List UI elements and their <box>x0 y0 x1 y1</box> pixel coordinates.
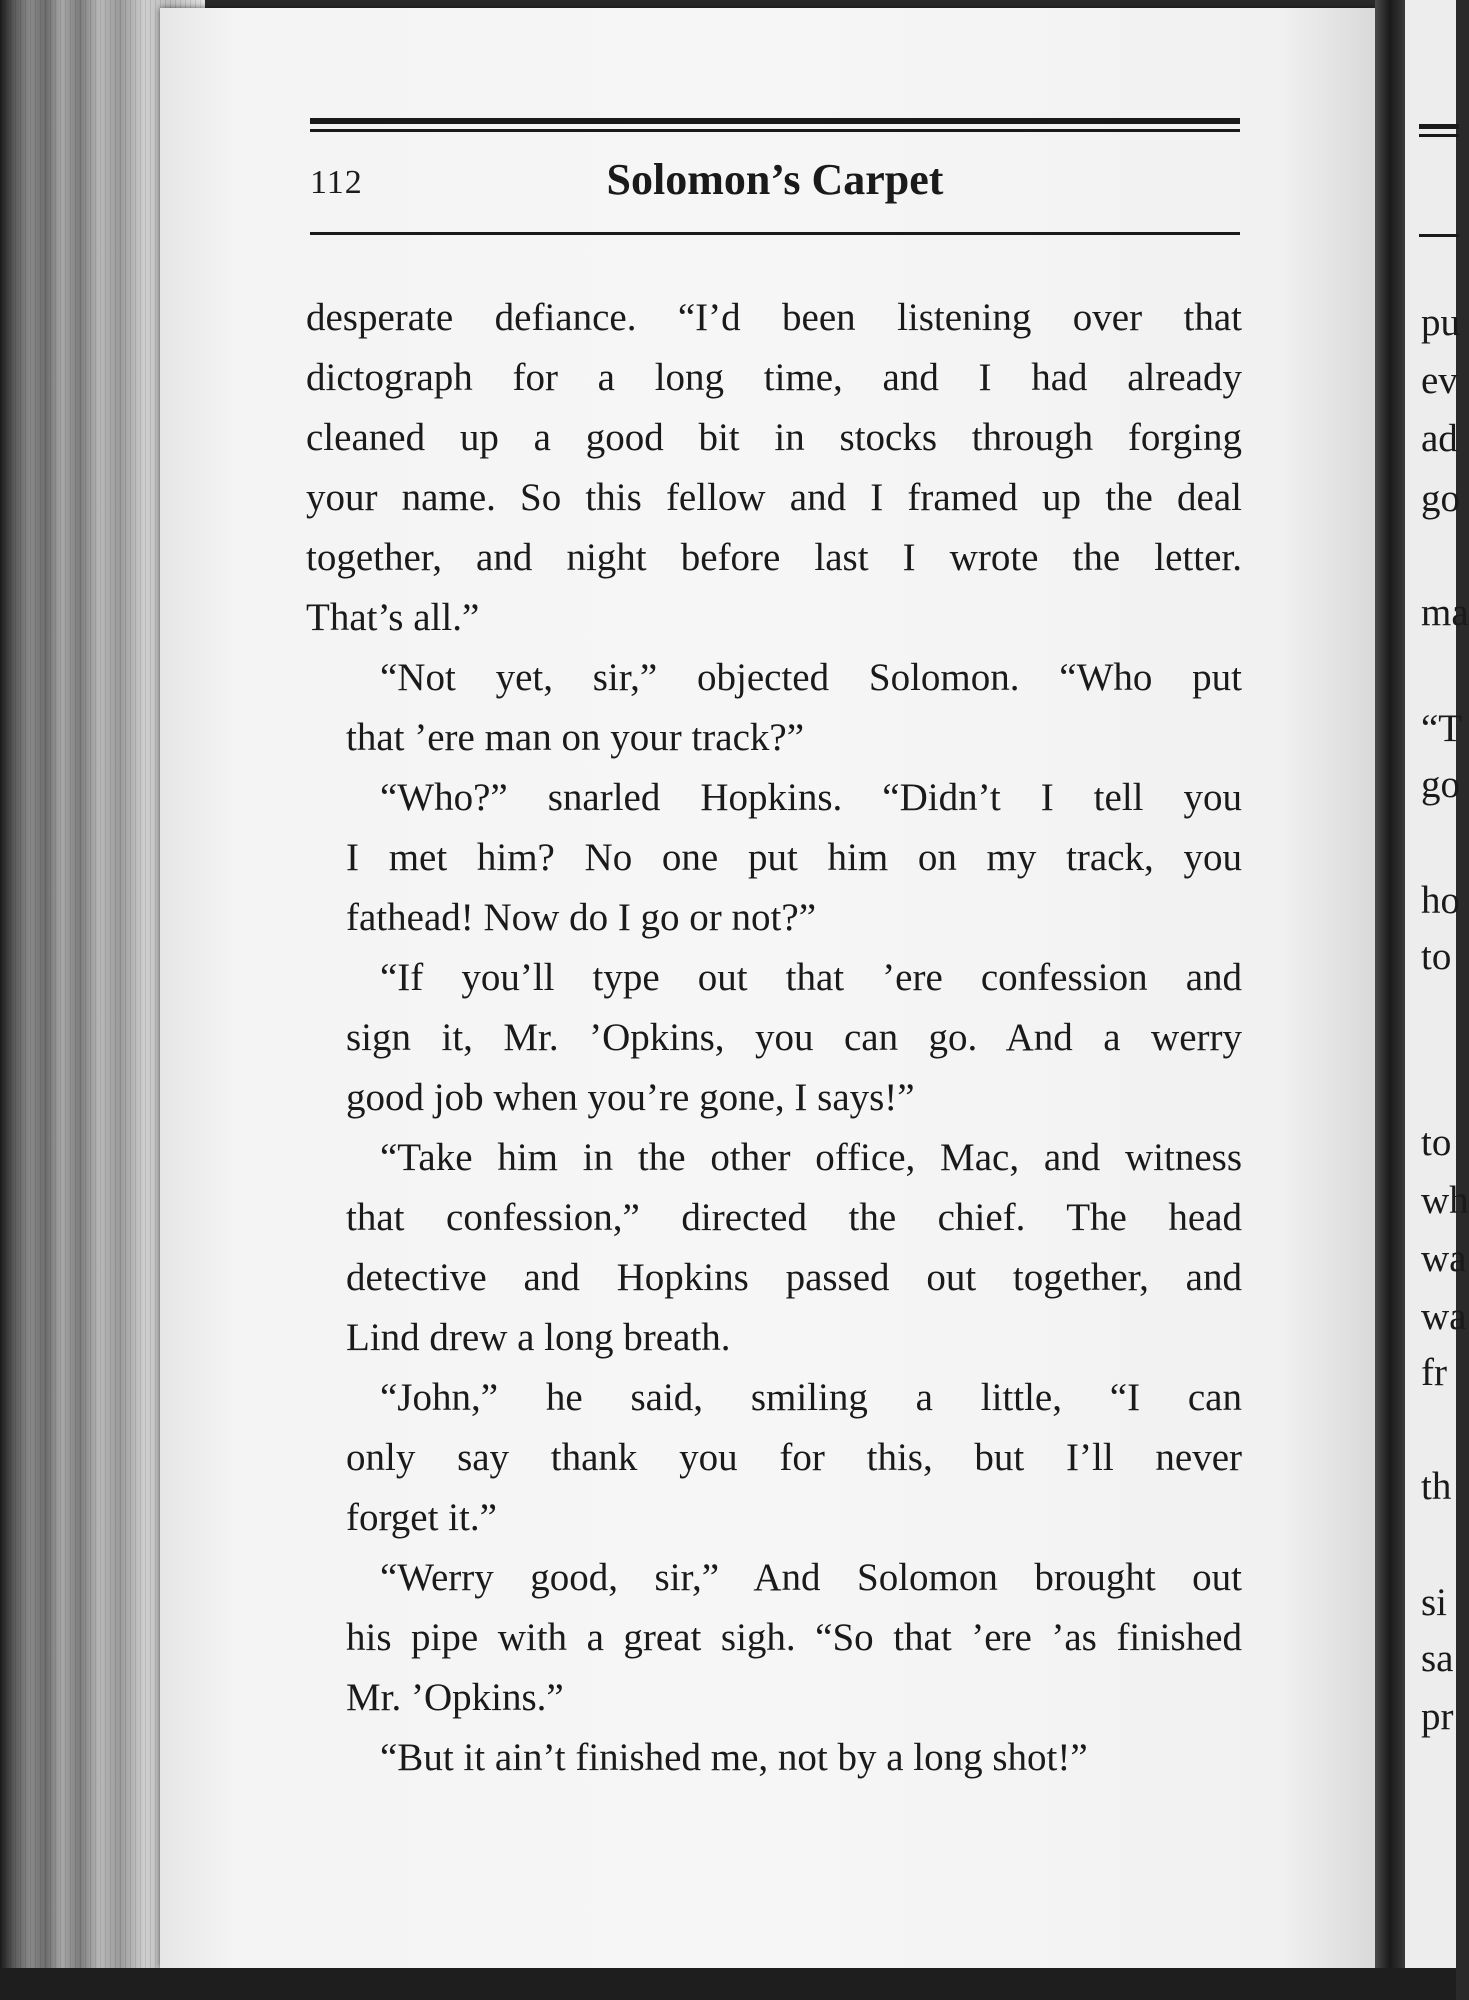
page-header <box>310 148 1240 218</box>
facing-page-word-fragment: ev <box>1421 359 1458 402</box>
page-number: 112 <box>310 164 363 201</box>
text-line: “John,” he said, smiling a little, “I can <box>380 1376 1242 1419</box>
text-line: that ’ere man on your track?” <box>346 716 805 759</box>
facing-page-edge <box>1405 0 1469 2000</box>
facing-page-word-fragment: to <box>1421 935 1452 978</box>
book-gutter <box>1375 0 1405 2000</box>
text-line: “Take him in the other office, Mac, and witness <box>380 1136 1242 1179</box>
text-line: forget it.” <box>346 1496 497 1539</box>
facing-page-rule-top <box>1419 124 1459 129</box>
text-line: dictograph for a long time, and I had already <box>306 356 1242 399</box>
text-line: “Not yet, sir,” objected Solomon. “Who put <box>380 656 1242 699</box>
text-line: together, and night before last I wrote the letter. <box>306 536 1242 579</box>
facing-page-word-fragment: pr <box>1421 1695 1454 1738</box>
facing-page-word-fragment: pu <box>1421 301 1460 344</box>
facing-page-word-fragment: ma <box>1421 591 1469 634</box>
page-body-text <box>306 288 1242 1788</box>
running-title: Solomon’s Carpet <box>606 155 944 204</box>
paragraph <box>306 1128 1242 1368</box>
facing-page-word-fragment: fr <box>1421 1351 1447 1394</box>
text-line: detective and Hopkins passed out together, and <box>346 1256 1242 1299</box>
paragraph <box>306 768 1242 948</box>
text-line: “If you’ll type out that ’ere confession and <box>380 956 1242 999</box>
facing-page-word-fragment: ad <box>1421 417 1458 460</box>
text-line: only say thank you for this, but I’ll never <box>346 1436 1242 1479</box>
header-rule <box>310 232 1240 235</box>
facing-page-word-fragment: go <box>1421 763 1460 806</box>
text-line: “Who?” snarled Hopkins. “Didn’t I tell you <box>380 776 1242 819</box>
text-line: I met him? No one put him on my track, you <box>346 836 1242 879</box>
scan-bottom-border <box>0 1968 1456 2000</box>
text-line: “But it ain’t finished me, not by a long shot!” <box>380 1736 1088 1779</box>
text-line: his pipe with a great sigh. “So that ’ere ’as finished <box>346 1616 1242 1659</box>
text-line: “Werry good, sir,” And Solomon brought out <box>380 1556 1242 1599</box>
facing-page-rule-top-thin <box>1419 134 1459 137</box>
text-line: cleaned up a good bit in stocks through forging <box>306 416 1242 459</box>
text-line: That’s all.” <box>306 596 480 639</box>
text-line: your name. So this fellow and I framed up the deal <box>306 476 1242 519</box>
text-line: desperate defiance. “I’d been listening over that <box>306 296 1242 339</box>
paragraph <box>306 288 1242 648</box>
facing-page-word-fragment: wa <box>1421 1237 1467 1280</box>
facing-page-rule-bottom <box>1419 234 1459 237</box>
text-line: good job when you’re gone, I says!” <box>346 1076 915 1119</box>
facing-page-word-fragment: wa <box>1421 1295 1467 1338</box>
text-line: fathead! Now do I go or not?” <box>346 896 816 939</box>
header-double-rule <box>310 118 1240 138</box>
facing-page-word-fragment: ho <box>1421 879 1460 922</box>
facing-page-word-fragment: to <box>1421 1121 1452 1164</box>
paragraph <box>306 948 1242 1128</box>
facing-page-word-fragment: sa <box>1421 1637 1454 1680</box>
facing-page-word-fragment: wh <box>1421 1179 1469 1222</box>
facing-page-word-fragment: go <box>1421 477 1460 520</box>
text-line: that confession,” directed the chief. The head <box>346 1196 1242 1239</box>
facing-page-word-fragment: si <box>1421 1581 1448 1624</box>
paragraph <box>306 1728 1242 1788</box>
facing-page-word-fragment: “T <box>1421 707 1463 750</box>
paragraph <box>306 648 1242 768</box>
text-line: Mr. ’Opkins.” <box>346 1676 564 1719</box>
paragraph <box>306 1368 1242 1548</box>
text-line: sign it, Mr. ’Opkins, you can go. And a werry <box>346 1016 1242 1059</box>
text-line: Lind drew a long breath. <box>346 1316 731 1359</box>
paragraph <box>306 1548 1242 1728</box>
facing-page-word-fragment: th <box>1421 1465 1452 1508</box>
